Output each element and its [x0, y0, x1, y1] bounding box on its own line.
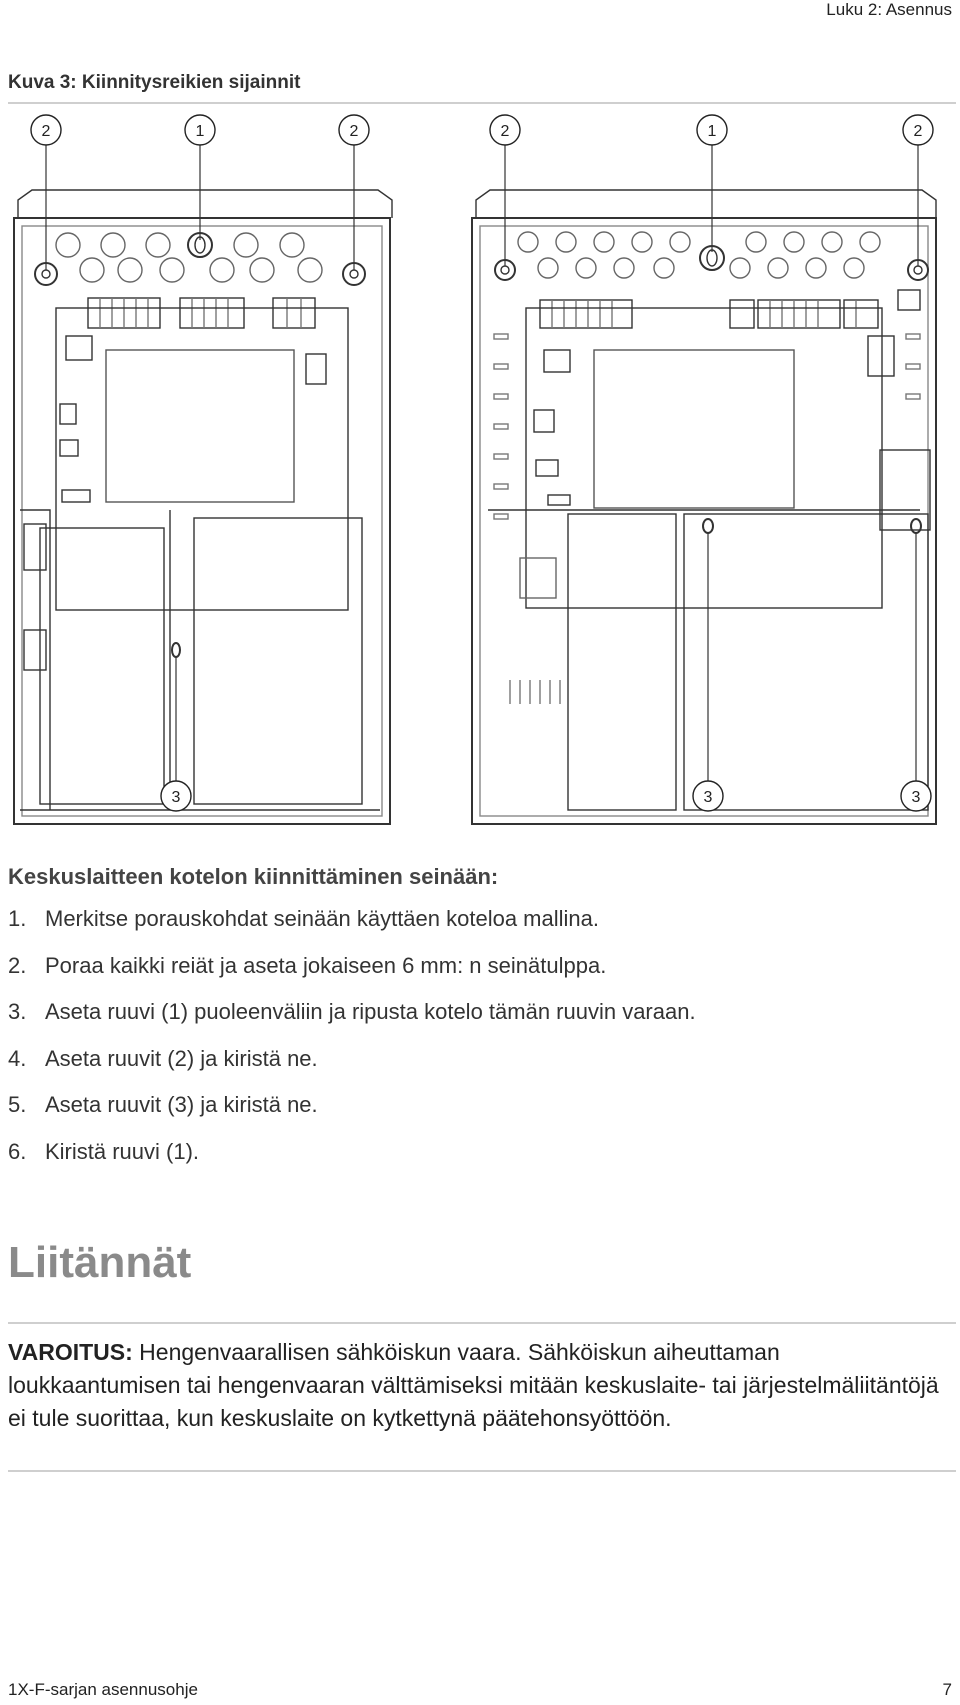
callout-label: 3 — [703, 789, 713, 806]
callout-label: 1 — [195, 123, 205, 140]
step-item — [8, 953, 696, 1000]
callout-label: 3 — [171, 789, 181, 806]
section-heading: Keskuslaitteen kotelon kiinnittäminen seinään: — [8, 864, 499, 889]
warning-bottom-divider — [8, 1470, 956, 1472]
figure-caption: Kuva 3: Kiinnitysreikien sijainnit — [8, 72, 301, 93]
right-enclosure — [472, 190, 936, 824]
step-number: 3. — [8, 999, 27, 1024]
warning-text: Hengenvaarallisen sähköiskun vaara. Sähköiskun aiheuttaman loukkaantumisen tai hengenvaaran välttämiseksi mitään keskuslaite- tai järjestelmäliitäntöjä ei tule suorittaa, kun keskuslaite on kytkettynä päätehonsyöttöön. — [8, 1339, 939, 1431]
installation-steps — [8, 906, 696, 1185]
callout-label: 2 — [500, 123, 510, 140]
footer-page-number: 7 — [942, 1680, 952, 1699]
step-item — [8, 1139, 696, 1186]
step-text: Merkitse porauskohdat seinään käyttäen koteloa mallina. — [45, 906, 599, 931]
step-text: Kiristä ruuvi (1). — [45, 1138, 200, 1164]
step-number: 4. — [8, 1045, 27, 1071]
warning-label: VAROITUS: — [8, 1339, 133, 1365]
step-text: Aseta ruuvit (3) ja kiristä ne. — [45, 1092, 318, 1117]
callout-label: 2 — [349, 123, 359, 140]
left-enclosure — [14, 190, 392, 824]
callout-label: 2 — [913, 123, 923, 140]
step-item — [8, 906, 696, 953]
callout-label: 1 — [707, 123, 717, 140]
step-number: 6. — [8, 1138, 27, 1164]
step-item — [8, 1046, 696, 1093]
step-item — [8, 1092, 696, 1139]
right-hole-3b — [911, 519, 921, 533]
caption-divider — [8, 102, 956, 104]
step-number: 5. — [8, 1092, 27, 1117]
footer-doc-title: 1X-F-sarjan asennusohje — [8, 1680, 198, 1699]
left-hole-3 — [172, 643, 180, 657]
step-text: Aseta ruuvi (1) puoleenväliin ja ripusta kotelo tämän ruuvin varaan. — [45, 999, 696, 1024]
step-text: Aseta ruuvit (2) ja kiristä ne. — [45, 1045, 318, 1071]
warning-box — [8, 1336, 948, 1435]
step-item — [8, 999, 696, 1046]
chapter-header: Luku 2: Asennus — [826, 0, 952, 19]
right-hole-3a — [703, 519, 713, 533]
warning-top-divider — [8, 1322, 956, 1324]
callout-label: 3 — [911, 789, 921, 806]
step-text: Poraa kaikki reiät ja aseta jokaiseen 6 mm: n seinätulppa. — [45, 952, 607, 978]
callout-label: 2 — [41, 123, 51, 140]
connections-title: Liitännät — [8, 1238, 192, 1287]
mounting-holes-figure — [0, 110, 960, 830]
step-number: 2. — [8, 952, 27, 978]
step-number: 1. — [8, 906, 27, 931]
